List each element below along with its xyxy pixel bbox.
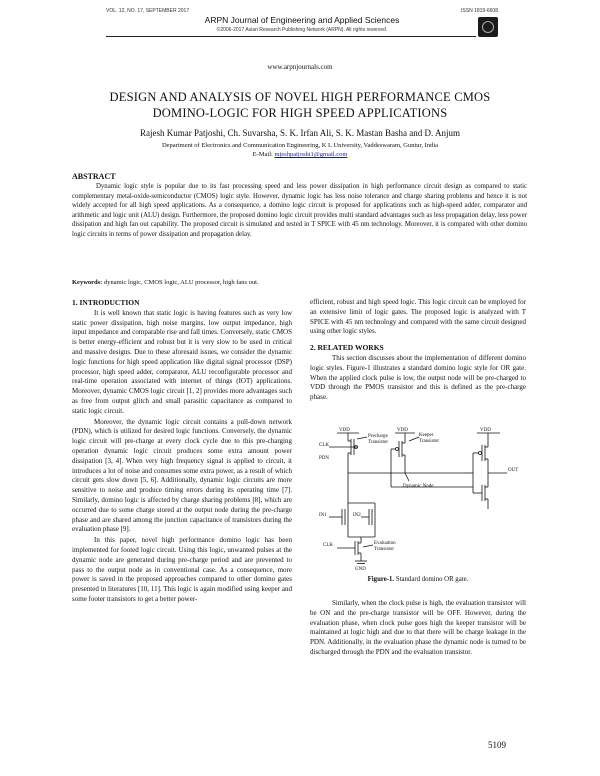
volume-info: VOL. 12, NO. 17, SEPTEMBER 2017	[106, 8, 190, 14]
vdd-label-2: VDD	[397, 428, 408, 433]
dynamic-node-label: Dynamic Node	[403, 484, 434, 489]
title-line-1: DESIGN AND ANALYSIS OF NOVEL HIGH PERFORMANCE CMOS	[109, 90, 491, 104]
intro-paragraph-3: In this paper, novel high performance domino logic has been implemented for footed logic circuit. Using this logic, unwanted pulses at the dynamic node are generated during pre-charge period and are prevented to pass to the output node as in conventional case. As a consequence, more power is saved in the proposed approaches compared to other domino gates presented in literatures [10, 11]. This logic is again modified using keeper and some footer transistors to get a better power-	[72, 536, 292, 603]
right-column-bottom	[310, 599, 526, 659]
evaluation-label: Evaluation	[374, 541, 396, 546]
affiliation-block	[50, 141, 550, 159]
clk-label-2: CLK	[323, 543, 333, 548]
website-link[interactable]: www.arpnjournals.com	[267, 63, 333, 71]
introduction-heading: 1. INTRODUCTION	[72, 298, 140, 307]
figure-caption-label: Figure-1.	[367, 576, 395, 583]
paper-title	[50, 89, 550, 121]
keywords-text: dynamic logic, CMOS logic, ALU processor, high fans out.	[102, 279, 259, 286]
copyright-line: ©2006-2017 Asian Research Publishing Network (ARPN). All rights reserved.	[216, 27, 388, 33]
vdd-label-1: VDD	[339, 428, 350, 433]
email-line	[50, 150, 550, 159]
journal-name: ARPN Journal of Engineering and Applied Sciences	[204, 15, 400, 25]
vdd-label-3: VDD	[480, 428, 491, 433]
keywords-label: Keywords:	[72, 279, 103, 286]
journal-logo-icon	[478, 17, 498, 37]
precharge-label: Precharge	[368, 434, 388, 439]
intro-paragraph-2: Moreover, the dynamic logic circuit contains a pull-down network (PDN), which is utilized for desired logic functions. Conversely, the dynamic logic circuit will pre-charge at every clock cycle due to this pre-charging operation dynamic logic circuit produces some extra amount power dissipation [3, 4]. When very high frequency signal is applied to circuit, it introduces a lot of noise and consumes some extra power, as a result of which circuit gets slow down [5, 6]. Additionally, dynamic logic circuits are more sensitive to noise and produce timing errors during its operating time [7]. Similarly, domino logic is affected by charge sharing problems [8], which are occurred due to some charge stored at the output node during the pre-charge phase and are shared among the junction capacitance of transistors during the evaluation phase [9].	[72, 417, 292, 534]
related-paragraph-2: Similarly, when the clock pulse is high, the evaluation transistor will be ON and the pre-charge transistor will be OFF. However, during the evaluation phase, when clock pulse goes high the keeper transistor will be maintained at logic high and due to that there will be charge leakage in the PDN. Additionally, in the evaluation phase the dynamic node is turned to be discharged through the PDN and the evaluation transistor.	[310, 599, 526, 656]
right-column-top	[310, 298, 526, 404]
issn: ISSN 1819-6608	[461, 8, 498, 14]
email-label: E-Mail:	[252, 151, 275, 158]
evaluation-label-2: Transistor	[374, 547, 395, 552]
in2-label: IN2	[353, 513, 361, 518]
related-paragraph-1: This section discusses about the implementation of different domino logic styles. Figure-1 illustrates a standard domino logic style for OR gate. When the applied clock pulse is low, the output node will be pre-charged to VDD through the PMOS transistor and this is defined as the pre-charge phase.	[310, 353, 526, 402]
intro-paragraph-1: It is well known that static logic is having features such as very low static power dissipation, high noise margins, low output impedance, high input impedance and comparable rise and fall times. Conversely, static CMOS is better energy-efficient and robust but it is very slow to be used in critical and massive designs. Due to these aforesaid issues, we consider the dynamic logic functions for high speed application like digital signal processor (DSP) processor, high speed adder, comparator, ALU reconfigurable processor and real-time operation associated with internet of things (IOT) applications. Moreover, dynamic CMOS logic circuit [1, 2] provides more advantages such as free from output glitch and small parasitic capacitance as compared to static logic circuit.	[72, 308, 292, 415]
keeper-label: Keeper	[419, 433, 434, 438]
left-column	[72, 298, 292, 606]
related-works-heading: 2. RELATED WORKS	[310, 343, 384, 353]
intro-paragraph-3-continued: efficient, robust and high speed logic. This logic circuit can be employed for an extensive limit of logic gates. The proposed logic is analyzed with T SPICE with 45 nm technology and compared with the same circuit designed using other logic styles.	[310, 298, 526, 336]
keywords-line	[72, 279, 527, 286]
out-label: OUT	[508, 468, 519, 473]
in1-label: IN1	[319, 513, 327, 518]
precharge-label-2: Transistor	[368, 440, 389, 445]
email-link[interactable]: mjeshpatjoshi1@gmail.com	[274, 151, 348, 158]
abstract-heading: ABSTRACT	[72, 172, 116, 181]
figure-caption	[310, 576, 526, 583]
keeper-label-2: Transistor	[419, 439, 440, 444]
header-rule	[106, 36, 476, 37]
pdn-label: PDN	[319, 456, 330, 461]
header-volume-line	[106, 8, 498, 14]
page-number: 5109	[488, 740, 506, 750]
title-line-2: DOMINO-LOGIC FOR HIGH SPEED APPLICATIONS	[152, 106, 448, 120]
clk-label-1: CLK	[319, 443, 329, 448]
author-list: Rajesh Kumar Patjoshi, Ch. Suvarsha, S. K. Irfan Ali, S. K. Mastan Basha and D. Anjum	[140, 128, 460, 138]
abstract-text: Dynamic logic style is popular due to its fast processing speed and less power dissipation in high performance circuit design as compared to static complementary metal-oxide-semiconductor (CMOS) logic style. However, dynamic logic has less noise tolerance and charge sharing problems and hence it is not widely accepted for all high speed applications. As a consequence, a domino logic circuit is proposed for applications such as high-speed adder, comparator and arithmetic and logic unit (ALU) design. Furthermore, the proposed domino logic circuit provides multi standard advantages such as less propagation delay, less power dissipation and high fan out capability. The proposed circuit is simulated and tested in T SPICE with 45 nm technology. Moreover, it is compared with other domino logic circuits in terms of power dissipation and propagation delay.	[72, 183, 527, 238]
figure-caption-text: Standard domino OR gate.	[394, 576, 469, 583]
gnd-label: GND	[355, 567, 366, 570]
affiliation: Department of Electronics and Communication Engineering, K L University, Vaddeswaram, Guntur, India	[161, 142, 439, 149]
domino-or-gate-circuit-diagram	[315, 425, 520, 570]
